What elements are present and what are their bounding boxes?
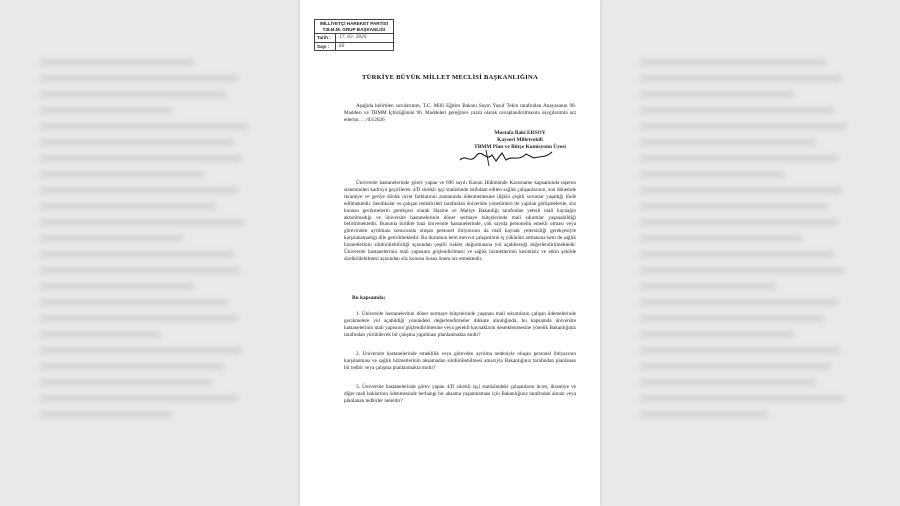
document-page (300, 0, 600, 506)
stamp-header-line1: MİLLİYETÇİ HAREKET PARTİSİ (319, 21, 389, 26)
stamp-date-label: Tarih : (315, 34, 336, 42)
blurred-text-right (640, 60, 860, 466)
question-2: 2. Üniversite hastanelerinde emeklilik veya görevden ayrılma nedeniyle oluşan personel ihtiyacının karşılanması ve sağlık hizmetlerinin aksamadan sürdürülebilmesi amacıyla Bakanlığınız tarafından planlanan bir tedbir veya çalışma planlanmakta mıdır? (344, 351, 576, 371)
stamp-header (315, 20, 393, 34)
registry-stamp (314, 19, 394, 51)
question-3: 3. Üniversite hastanelerinde görev yapan 4/D sürekli işçi statüsündeki çalışanların ücret, ikramiye ve diğer mali haklarının ödenmesinde herhangi bir aksama yaşanmaması için Bakanlığınız tarafından alınan veya planlanan tedbirler nelerdir? (344, 384, 576, 404)
body-paragraph: Üniversite hastanelerinde görev yapan ve 696 sayılı Kanun Hükmünde Kararname kapsamında taşeron sisteminden kadroya geçirilerek 4/D sürekli işçi statüsünde istihdam edilen sağlık çalışanlarının, son dönemde ikramiye ve geriye dönük ücret farklarının zamanında ödenmemesine ilişkin çeşitli sorunlar yaşadığı ifade edilmektedir. Sendikalar ve çalışan temsilcileri tarafından üniversite yönetimleri ile yapılan görüşmelerde, söz konusu gecikmelerin gerekçesi olarak Hazine ve Maliye Bakanlığı tarafından yeterli mali kaynağın aktarılmadığı ve üniversite hastanelerinin döner sermaye bütçelerinde mali sıkıntılar yaşanabildiği belirtilmektedir. Bununla birlikte bazı üniversite hastanelerinde, çok sayıda personelin emekli olması veya görevinden ayrılması sonucunda oluşan personel ihtiyacının da mali kaynak yetersizliği gerekçesiyle karşılanamadığı dile getirilmektedir. Bu durumun hem mevcut çalışanların iş yükünün artmasına hem de sağlık hizmetlerinin sürdürülebilirliği açısından çeşitli riskler doğurmasına yol açabileceği değerlendirilmektedir. Üniversite hastanelerinin mali yapısının güçlendirilmesi ve sağlık hizmetlerinin kesintisiz ve etkin şekilde sürdürülebilmesi açısından söz konusu husus önem arz etmektedir. (344, 180, 576, 262)
blurred-text-left (40, 60, 260, 466)
blurred-background-right (600, 0, 900, 506)
signatory-name: Mustafa Baki ERSOY (494, 130, 546, 136)
handwritten-signature (456, 146, 554, 168)
stamp-number-row (315, 43, 393, 51)
intro-paragraph: Aşağıda belirtilen sorularımın, T.C. Millî Eğitim Bakanı Sayın Yusuf Tekin tarafından Anayasanın 98. Maddesi ve TBMM İçtüzüğünün 96. Maddeleri gereğince yazılı olarak cevaplandırılmasını saygılarımla arz ederim. …/03/2026 (344, 103, 576, 123)
section-heading: Bu kapsamda; (352, 295, 386, 301)
stamp-number-label: Sayı : (315, 43, 336, 51)
stamp-header-line2: T.B.M.M. GRUP BAŞKANLIĞI (322, 26, 386, 32)
signatory-committee: TBMM Plan ve Bütçe Komisyonu Üyesi (474, 144, 566, 151)
stamp-date-row (315, 34, 393, 43)
signatory-role: Kayseri Milletvekili (497, 137, 543, 144)
stamp-number-value: 88 (339, 43, 345, 49)
question-1: 1. Üniversite hastanelerinin döner sermaye bütçelerinde yaşanan mali sıkıntıların çalışan ödemelerinde gecikmelere yol açabildiği yönündeki değerlendirmeler dikkate alındığında, bu kapsamda üniversite hastanelerinin mali yapısının güçlendirilmesine veya gerekli kaynakların desteklenmesine yönelik Bakanlığınız tarafından yürütülecek bir çalışma yapılması planlanmakta mıdır? (344, 311, 576, 338)
stamp-date-value: 17.03.2026 (339, 35, 367, 41)
document-title: TÜRKİYE BÜYÜK MİLLET MECLİSİ BAŞKANLIĞINA (362, 74, 538, 81)
blurred-background-left (0, 0, 300, 506)
